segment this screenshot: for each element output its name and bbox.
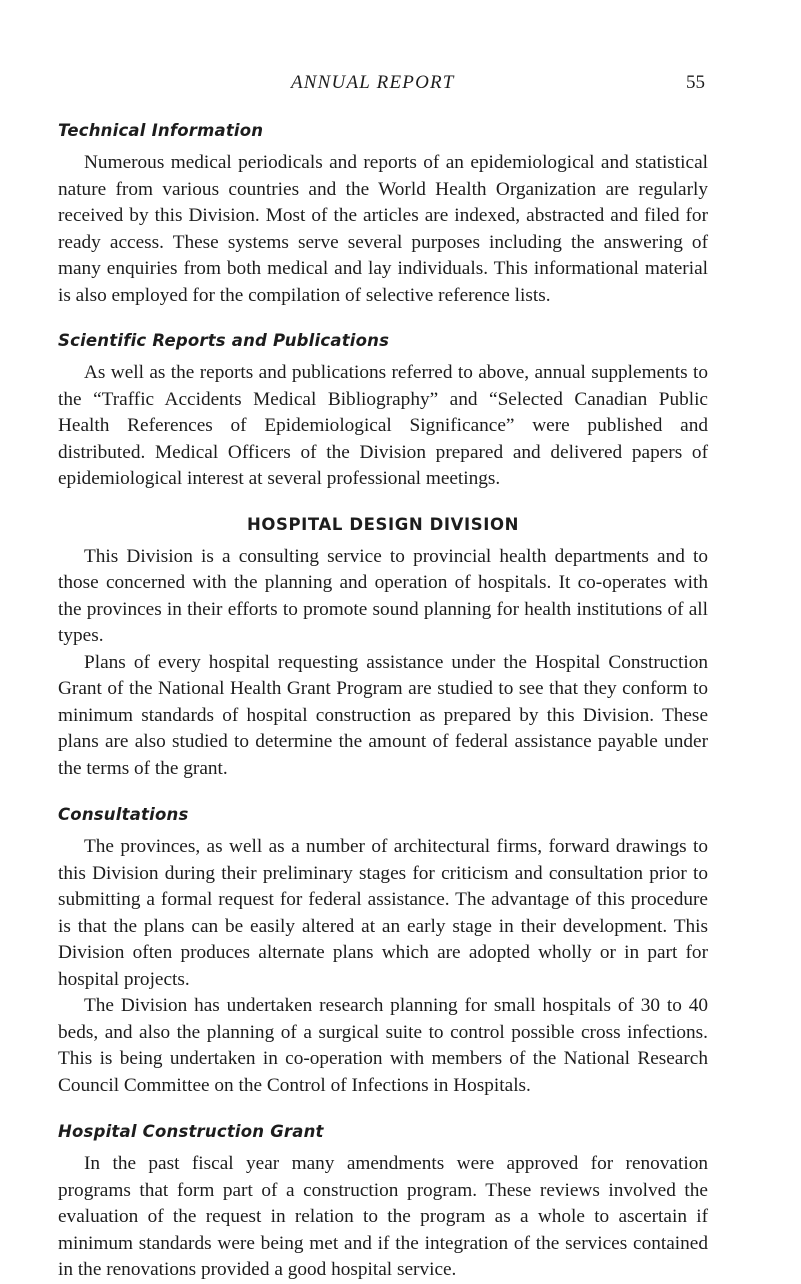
section-hospital-design-division <box>58 512 708 783</box>
section-technical-information <box>58 118 708 309</box>
body-paragraph: In the past fiscal year many amendments were approved for renovation programs that form part of a construction program. These reviews involved the evaluation of the request in relation to the program as a whole to ascertain if minimum standards were being met and if the integration of the services contained in the renovations provided a good hospital service. <box>58 1153 708 1280</box>
body-paragraph: This Division is a consulting service to provincial health departments and to those concerned with the planning and operation of hospitals. It co-operates with the provinces in their efforts to promote sound planning for health institutions of all types. <box>58 545 708 646</box>
section-heading: Hospital Construction Grant <box>58 1122 324 1141</box>
body-paragraph: The Division has undertaken research planning for small hospitals of 30 to 40 beds, and also the planning of a surgical suite to control possible cross infections. This is being undertaken in co-operation with members of the National Research Council Committee on the Control of Infections in Hospitals. <box>58 995 708 1096</box>
page-number: 55 <box>686 72 705 93</box>
section-hospital-construction-grant <box>58 1119 708 1284</box>
report-page <box>58 0 708 1284</box>
running-head-title: ANNUAL REPORT <box>291 72 455 93</box>
body-paragraph: The provinces, as well as a number of architectural firms, forward drawings to this Division during their preliminary stages for criticism and consultation prior to submitting a formal request for federal assistance. The advantage of this procedure is that the plans can be easily altered at an early stage in their development. This Division often produces alternate plans which are adopted wholly or in part for hospital projects. <box>58 836 708 990</box>
division-heading: HOSPITAL DESIGN DIVISION <box>246 514 520 534</box>
body-paragraph: As well as the reports and publications referred to above, annual supplements to the “Traffic Accidents Medical Bibliography” and “Selected Canadian Public Health References of Epidemiological Significance” were published and distributed. Medical Officers of the Division prepared and delivered papers of epidemiological interest at several professional meetings. <box>58 362 708 489</box>
section-consultations <box>58 802 708 1099</box>
body-paragraph: Plans of every hospital requesting assistance under the Hospital Construction Grant of the National Health Grant Program are studied to see that they conform to minimum standards of hospital construction as prepared by this Division. These plans are also studied to determine the amount of federal assistance payable under the terms of the grant. <box>58 651 708 779</box>
section-heading: Scientific Reports and Publications <box>58 331 390 350</box>
section-scientific-reports <box>58 328 708 493</box>
section-heading: Consultations <box>58 805 189 824</box>
section-heading: Technical Information <box>58 121 264 140</box>
body-paragraph: Numerous medical periodicals and reports of an epidemiological and statistical nature from various countries and the World Health Organization are regularly received by this Division. Most of the articles are indexed, abstracted and filed for ready access. These systems serve several purposes including the answering of many enquiries from both medical and lay individuals. This informational material is also employed for the compilation of selective reference lists. <box>58 152 708 306</box>
running-head <box>58 72 708 102</box>
